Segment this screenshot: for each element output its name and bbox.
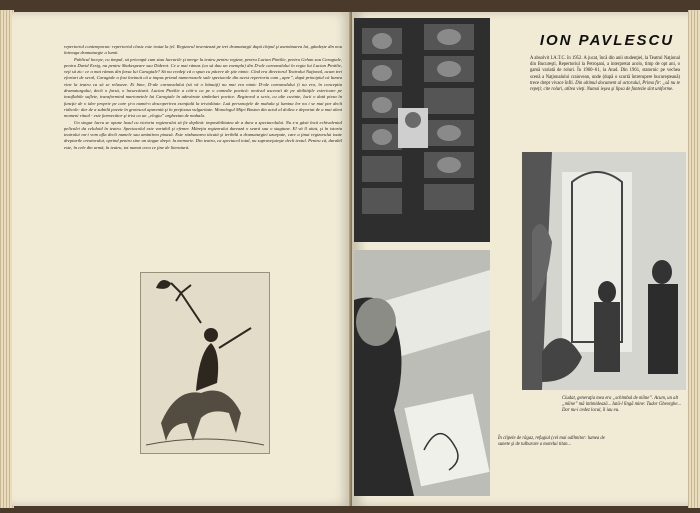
actor-biography xyxy=(530,56,680,93)
film-strip-photo xyxy=(354,18,490,242)
stage-scene-photo xyxy=(522,152,686,390)
engraving-drawing xyxy=(141,273,269,453)
paragraph: Un singur lucru se opune luxul cu victoria regizorului să fie deplină: imposibilitatea de a dura a spectacolului. Nu s-a găsit încă echivalentul peliculei da celuloid în teatru. Spectacolul este variabil şi efemer. Măreţia regizorului durează o seară sau o stagiune. El vă îl uitat, şi în istoria teatrului nu-i vom afla decît numele sau amintirea pioasă. Este răzbunarea tăcută şi teribilă a dramaturgiei uzurpate, care a ţinut regizorului toate drepturile creatorului, oprind pentru sine un singur drept: la memorie. Din teatru, ca spectacol total, nu supraveţuieşte decît textul. Pentru că, durabil este, în cele din urmă, în teatru, tot numai ceea ce ţine de literatură. xyxy=(64,119,342,150)
equestrian-engraving-illustration xyxy=(140,272,270,454)
photo-collage-graphic xyxy=(354,18,490,242)
biography-text: A absolvit I.A.T.C. în 1952. A jucat, încă din anii studenţiei, la Teatrul Naţional din Bucureşti, Repertoriul la Petroşani, a interpretat acolo, timp de opt ani, o gamă variată de roluri. În 1960–61, la Arad. Din 1961, statornic pe vechea scenă a Naţionalului craiovean, unde (după o scurtă întrerupere bucureşteană) trece drept vivace înfil. xyxy=(530,56,680,86)
paragraph: repertoriul contemporan: repertoriul clasic este tratat la (el. Regizorul inventează pe trei dramaturgii după chipul şi asemănarea lui, gândește din nou întreaga dramaturgie a lumii. xyxy=(64,44,342,56)
paragraph: Publicul începe, cu timpul, să priceapă cum stau lucrurile şi merge la teatru pentru regizor, pentru Lucian Pintilie, pentru Gehan sau Caragiale, pentru David Esrig, nu pentru Shakespeare sau Diderot. Ce a mai rămas (ca să dau un exemplu) din D-ale carnavalului în regia lui Lucian Pintilie, veţi să zic: ce a mai rămas din farsa lui Caragiale? Să nu credeţi că o spun cu păcere de ştie nimic. Cînd era directorul Teatrului Naţional, acum trei eforturi de seral, Caragiale a fost învinuit că a impus primul numeroasele sale spectacole din acest repertoriu cum „apre”, după principiul că lumea vine la teatru ca să se relaxeze. Ei bine, D-ale carnavalului (să vă o bănuiţi) nu mai era nimic D-ale carnavalului (i nu era, în conceptia dramaturgului, decît o farsă, o încurcătură. Lucian Pintilie a citit-o ca pe o comedie poetică: motivul ascensii de pe abilităţile exterioare pe insuflabile suflete, transformind marionetele lui Caragiale în adevărate simboluri poetice. Regizorul a scris, cu alte cuvinte, lucii o dată piesa în funcţie de o idee proprie pe care şi-a numit-o descoperirea esenţială la trivialitate. Luă personajele de mahala şi lumina lor nu i se mai par decît ridicole: dar de a subtilă poezie în grotescul aparentă şi în preţioasa vulgaritate. Monologul Miţei Baston din actul al doilea e deportat de a mai aleni momeni ritual - este farmecător şi trist ca un „elogiu” arghezian de mahala. xyxy=(64,56,342,119)
left-body-text xyxy=(64,44,342,151)
portrait-photo-caption: În clipele de răgaz, refugiul (cel mai odihnitor: lumea de sunete şi de tulburare a marelui titan... xyxy=(498,436,605,448)
portrait-graphic xyxy=(354,250,490,496)
actor-name-title: ION PAVLESCU xyxy=(539,32,675,49)
page-edge-right xyxy=(688,10,700,508)
stage-photo-caption: Ciudat, generaţia mea era „schimbul de mîine”. Acum, un alt „mîine” mă intimidează... Iată-l lîngă mine: Tudor Gheorghe... Dar nu-i cedez locul, îl iau eu. xyxy=(562,396,681,414)
stage-scene-graphic xyxy=(522,152,686,390)
actor-portrait-photo xyxy=(354,250,490,496)
biography-quote: Din ultimul document al actorului, Prima fir: „să nu te repeţi; cite roluri, atîtea vieţi. Numai ieşea şi lipsa de fantezie sînt uniforme. xyxy=(530,80,681,93)
